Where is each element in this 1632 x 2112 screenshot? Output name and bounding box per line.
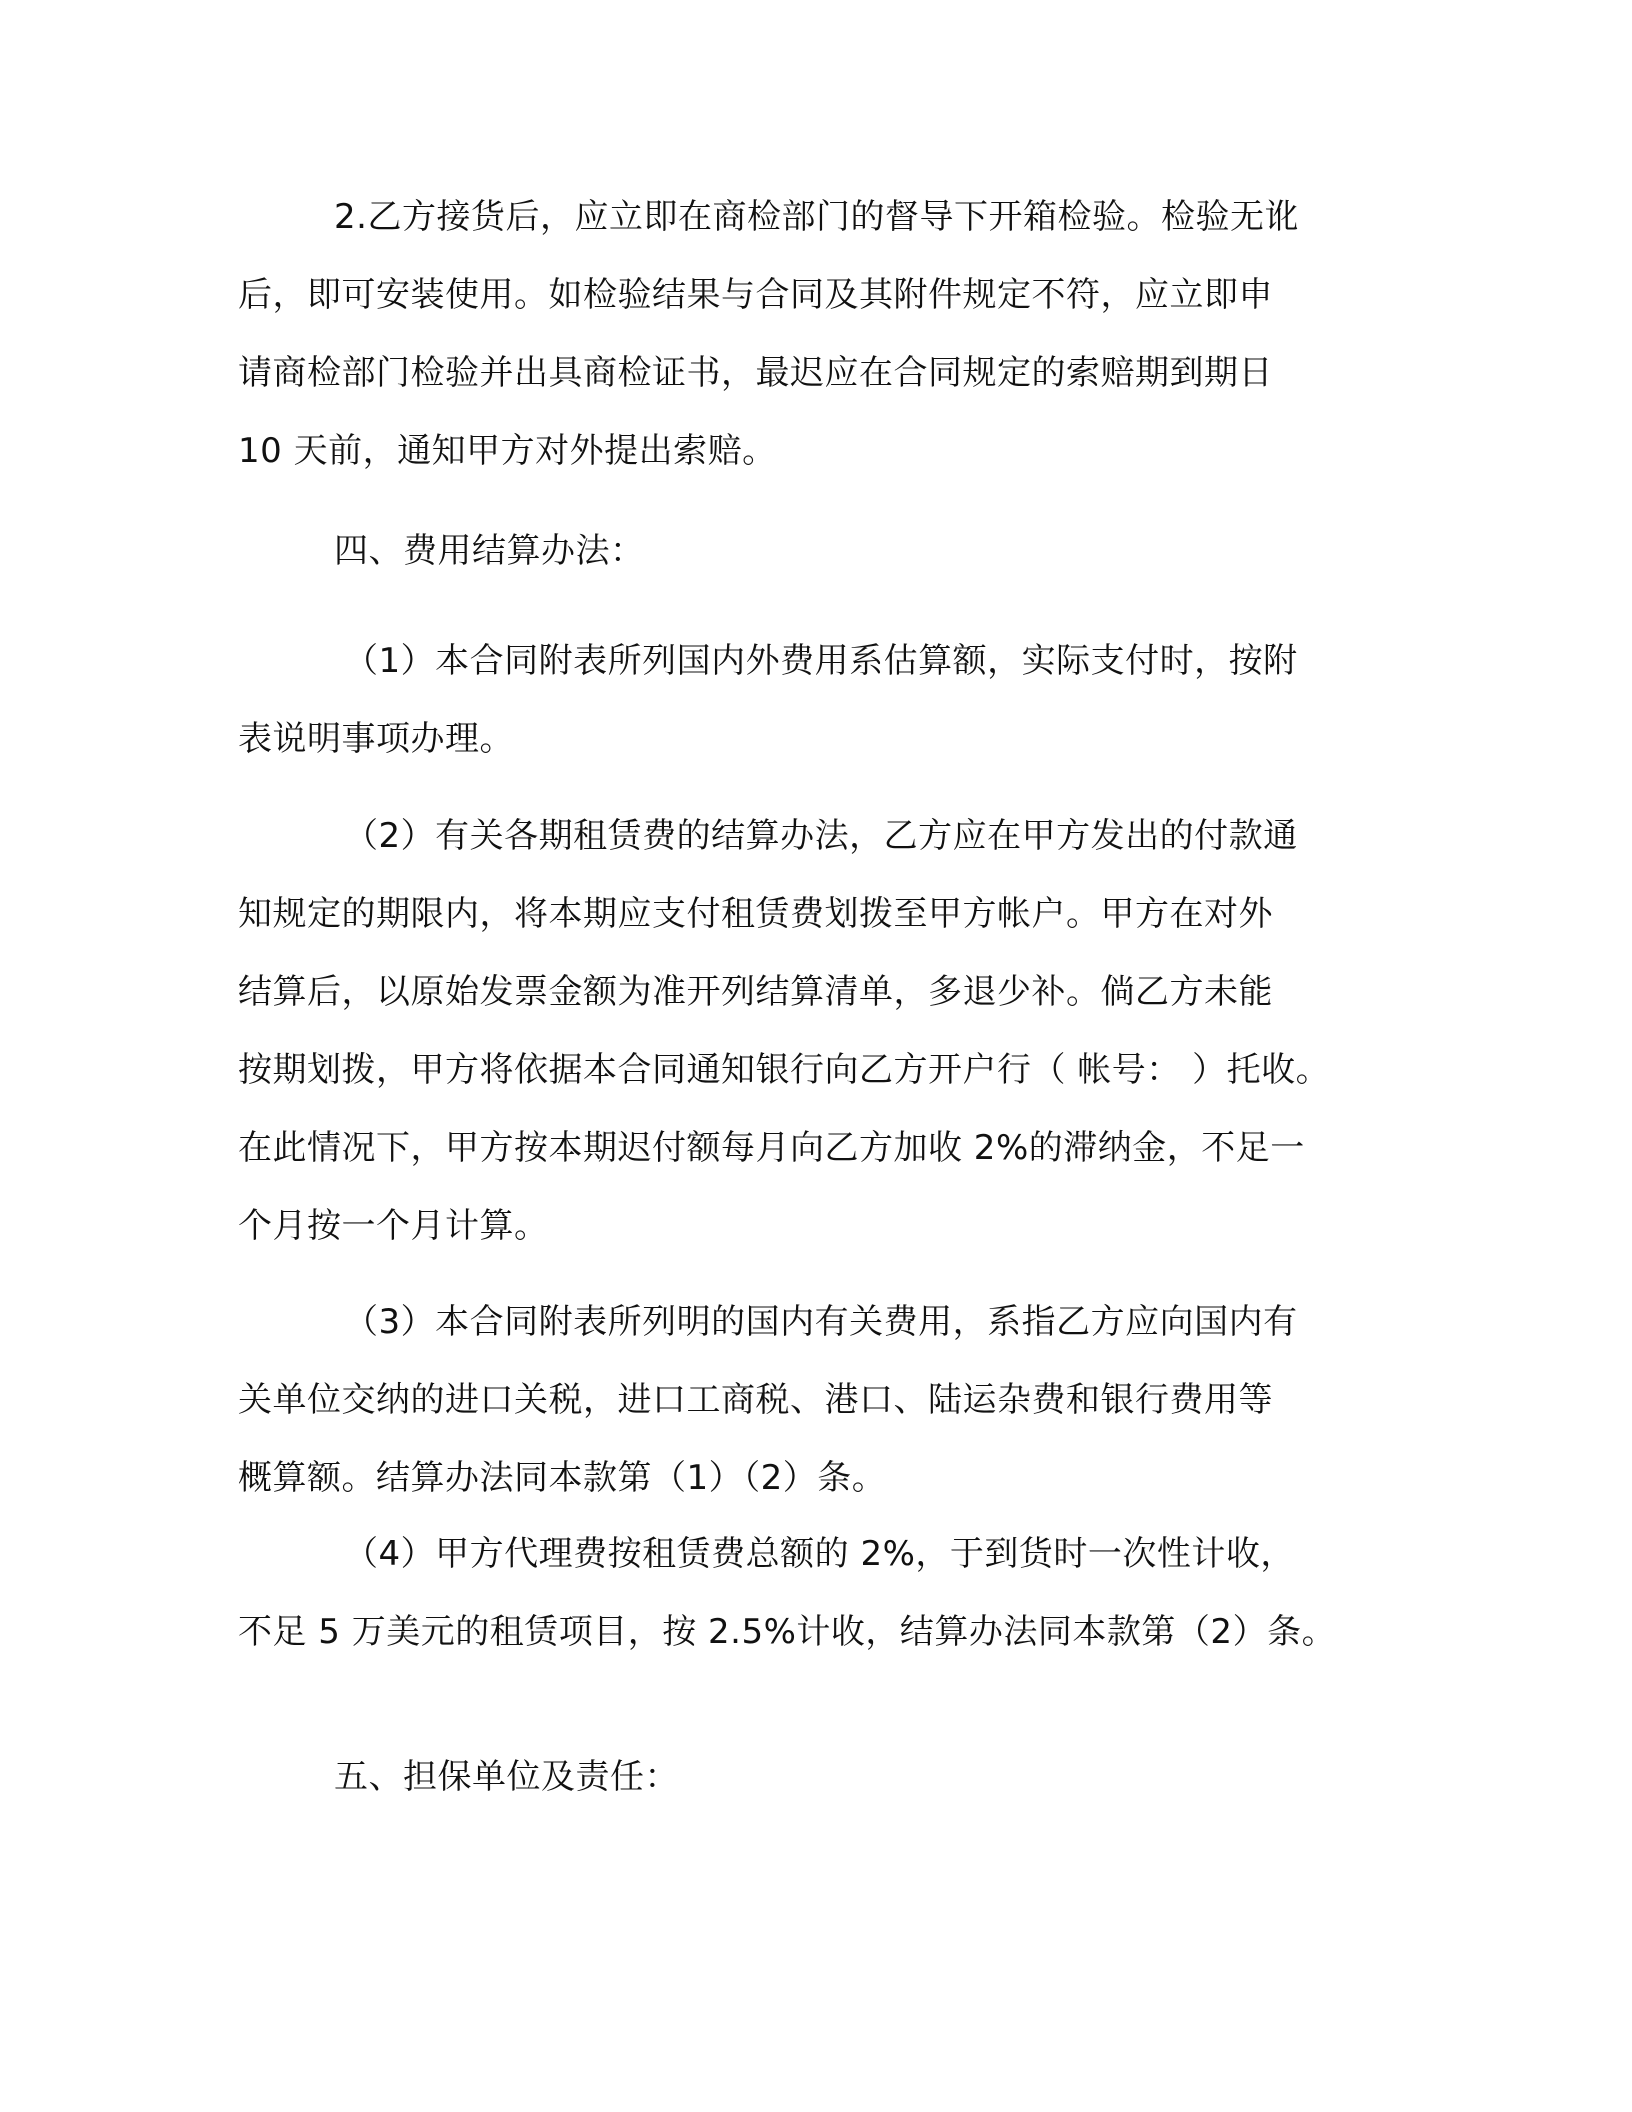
text-line: 2.乙方接货后，应立即在商检部门的督导下开箱检验。检验无讹 bbox=[334, 197, 1299, 237]
text-line: （3）本合同附表所列明的国内有关费用，系指乙方应向国内有 bbox=[344, 1302, 1298, 1342]
text-line: 在此情况下，甲方按本期迟付额每月向乙方加收 2%的滞纳金，不足一 bbox=[238, 1128, 1305, 1168]
text-line: 结算后，以原始发票金额为准开列结算清单，多退少补。倘乙方未能 bbox=[238, 972, 1273, 1012]
heading-text: 五、担保单位及责任： bbox=[334, 1757, 679, 1797]
text-line: 10 天前，通知甲方对外提出索赔。 bbox=[238, 431, 777, 471]
text-line: 关单位交纳的进口关税，进口工商税、港口、陆运杂费和银行费用等 bbox=[238, 1380, 1273, 1420]
item-2-rental-settlement bbox=[238, 797, 1388, 1265]
paragraph-inspection-claims bbox=[238, 178, 1388, 490]
heading-text: 四、费用结算办法： bbox=[334, 531, 645, 571]
text-line: 后，即可安装使用。如检验结果与合同及其附件规定不符，应立即申 bbox=[238, 275, 1273, 315]
item-1-estimated-fees bbox=[238, 622, 1388, 778]
text-line: 按期划拨，甲方将依据本合同通知银行向乙方开户行（ 帐号： ）托收。 bbox=[238, 1050, 1331, 1090]
item-3-domestic-fees bbox=[238, 1283, 1388, 1517]
text-line: 个月按一个月计算。 bbox=[238, 1206, 549, 1246]
section-heading-fee-settlement bbox=[238, 512, 1388, 590]
text-line: 不足 5 万美元的租赁项目，按 2.5%计收，结算办法同本款第（2）条。 bbox=[238, 1612, 1337, 1652]
item-4-agency-fee bbox=[238, 1515, 1388, 1671]
text-line: 表说明事项办理。 bbox=[238, 719, 514, 759]
text-line: 概算额。结算办法同本款第（1）（2）条。 bbox=[238, 1458, 887, 1498]
text-line: 知规定的期限内，将本期应支付租赁费划拨至甲方帐户。甲方在对外 bbox=[238, 894, 1273, 934]
text-line: （1）本合同附表所列国内外费用系估算额，实际支付时，按附 bbox=[344, 641, 1298, 681]
text-line: （2）有关各期租赁费的结算办法，乙方应在甲方发出的付款通 bbox=[344, 816, 1298, 856]
section-heading-guarantor bbox=[238, 1738, 1388, 1816]
text-line: 请商检部门检验并出具商检证书，最迟应在合同规定的索赔期到期日 bbox=[238, 353, 1273, 393]
text-line: （4）甲方代理费按租赁费总额的 2%，于到货时一次性计收， bbox=[344, 1534, 1295, 1574]
